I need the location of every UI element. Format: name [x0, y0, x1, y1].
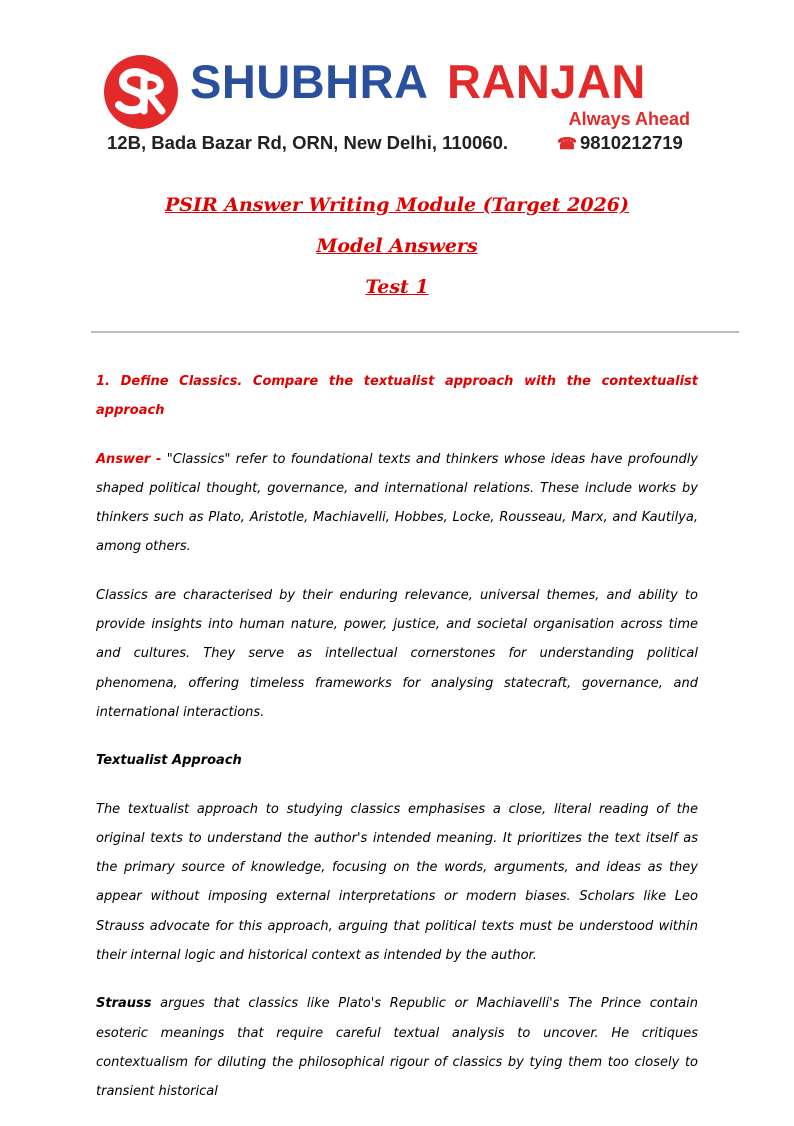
page-header [0, 0, 794, 170]
sr-logo-mark [104, 55, 178, 129]
phone-number: 9810212719 [579, 132, 683, 153]
answer-intro-text: "Classics" refer to foundational texts and thinkers whose ideas have profoundly shaped political thought, governance, and international relations. These include works by thinkers such as Plato, Aristotle, Machiavelli, Hobbes, Locke, Rousseau, Marx, and Kautilya, among others. [96, 451, 698, 555]
answer-label: Answer - [96, 451, 162, 467]
test-title: Test 1 [365, 276, 429, 298]
answer-intro-paragraph [96, 445, 698, 562]
model-answers-title: Model Answers [316, 235, 478, 257]
document-body [96, 367, 698, 1126]
strauss-paragraph [96, 989, 698, 1106]
classics-paragraph: Classics are characterised by their enduring relevance, universal themes, and ability to provide insights into human nature, power, justice, and societal organisation across time and cultures. They serve as intellectual cornerstones for understanding political phenomena, offering timeless frameworks for analysing statecraft, governance, and international interactions. [96, 587, 698, 720]
address-line: 12B, Bada Bazar Rd, ORN, New Delhi, 110060. [107, 132, 508, 153]
telephone-icon: ☎ [557, 136, 577, 153]
brand-tagline: Always Ahead [568, 109, 690, 129]
phone-block [557, 134, 683, 153]
textualist-paragraph: The textualist approach to studying classics emphasises a close, literal reading of the original texts to understand the author's intended meaning. It prioritizes the text itself as the primary source of knowledge, focusing on the words, arguments, and ideas as they appear without imposing external interpretations or modern biases. Scholars like Leo Strauss advocate for this approach, arguing that political texts must be understood within their internal logic and historical context as intended by the author. [96, 801, 698, 964]
textualist-heading: Textualist Approach [96, 753, 242, 769]
section-divider [91, 331, 739, 333]
brand-name-first: SHUBHRA [190, 55, 429, 108]
brand-name-second: RANJAN [447, 55, 646, 108]
module-title: PSIR Answer Writing Module (Target 2026) [164, 194, 630, 216]
strauss-name: Strauss [96, 996, 152, 1012]
logo-icon [104, 55, 178, 129]
strauss-text: argues that classics like Plato's Republic or Machiavelli's The Prince contain esoteric meanings that require careful textual analysis to uncover. He critiques contextualism for diluting the philosophical rigour of classics by tying them too closely to transient historical [96, 996, 698, 1100]
question-heading: 1. Define Classics. Compare the textualist approach with the contextualist approach [96, 374, 698, 419]
